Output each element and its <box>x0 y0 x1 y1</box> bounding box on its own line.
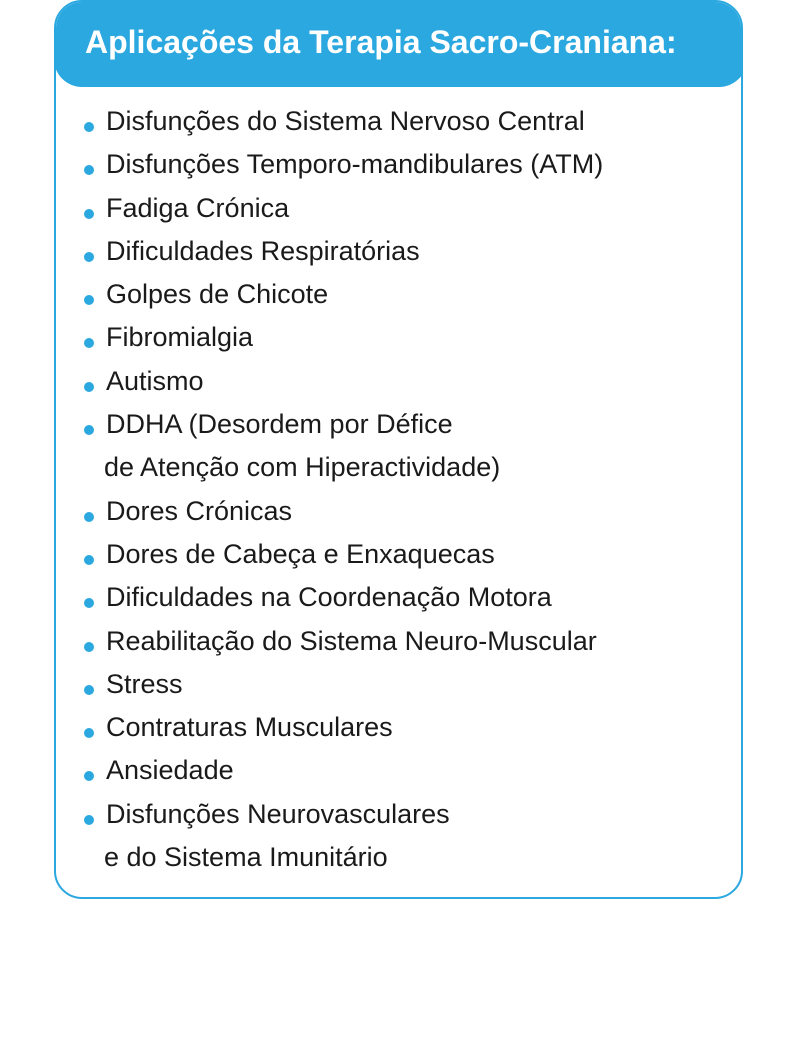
bullet-dot-icon <box>84 815 94 825</box>
bullet-dot-icon <box>84 598 94 608</box>
list-item-text: Dores de Cabeça e Enxaquecas <box>106 538 495 569</box>
list-item-text-continuation: de Atenção com Hiperactividade) <box>104 452 501 483</box>
list-item <box>84 576 603 619</box>
list-item <box>84 316 603 359</box>
bullet-dot-icon <box>84 771 94 781</box>
list-item <box>84 230 603 273</box>
list-item-text: Disfunções Temporo-mandibulares (ATM) <box>106 149 604 180</box>
list-item-text: Dificuldades Respiratórias <box>106 235 420 266</box>
bullet-dot-icon <box>84 382 94 392</box>
list-item-text: Reabilitação do Sistema Neuro-Muscular <box>106 625 597 656</box>
list-item <box>84 100 603 143</box>
list-item-text: Fadiga Crónica <box>106 192 290 223</box>
list-item-text: Fibromialgia <box>106 322 254 353</box>
card-header <box>54 0 743 87</box>
list-item <box>84 620 603 663</box>
list-item-text: Disfunções do Sistema Nervoso Central <box>106 106 585 136</box>
bullet-dot-icon <box>84 642 94 652</box>
list-item <box>84 490 603 533</box>
list-item-text: Ansiedade <box>106 755 234 786</box>
card-title: Aplicações da Terapia Sacro-Craniana: <box>85 24 677 60</box>
bullet-dot-icon <box>84 295 94 305</box>
list-item-text: Contraturas Musculares <box>106 712 393 743</box>
list-item <box>84 187 603 230</box>
bullet-dot-icon <box>84 209 94 219</box>
list-item <box>84 749 603 792</box>
list-item <box>84 403 603 490</box>
list-item <box>84 273 603 316</box>
bullet-dot-icon <box>84 122 94 132</box>
bullet-dot-icon <box>84 728 94 738</box>
bullet-dot-icon <box>84 512 94 522</box>
list-item-text: Dificuldades na Coordenação Motora <box>106 582 552 613</box>
list-item-text: DDHA (Desordem por Défice <box>106 409 453 440</box>
applications-list <box>84 100 603 879</box>
applications-card <box>54 0 743 899</box>
list-item-text: Autismo <box>106 365 204 396</box>
list-item-text: Dores Crónicas <box>106 495 293 526</box>
bullet-dot-icon <box>84 555 94 565</box>
list-item <box>84 663 603 706</box>
bullet-dot-icon <box>84 685 94 695</box>
bullet-dot-icon <box>84 252 94 262</box>
list-item <box>84 793 603 880</box>
list-item-text: Disfunções Neurovasculares <box>106 798 450 829</box>
list-item-text-continuation: e do Sistema Imunitário <box>104 842 388 873</box>
list-item-text: Stress <box>106 668 183 699</box>
list-item <box>84 143 603 186</box>
list-item <box>84 360 603 403</box>
list-item <box>84 533 603 576</box>
bullet-dot-icon <box>84 338 94 348</box>
bullet-dot-icon <box>84 425 94 435</box>
bullet-dot-icon <box>84 165 94 175</box>
list-item <box>84 706 603 749</box>
list-item-text: Golpes de Chicote <box>106 279 329 310</box>
